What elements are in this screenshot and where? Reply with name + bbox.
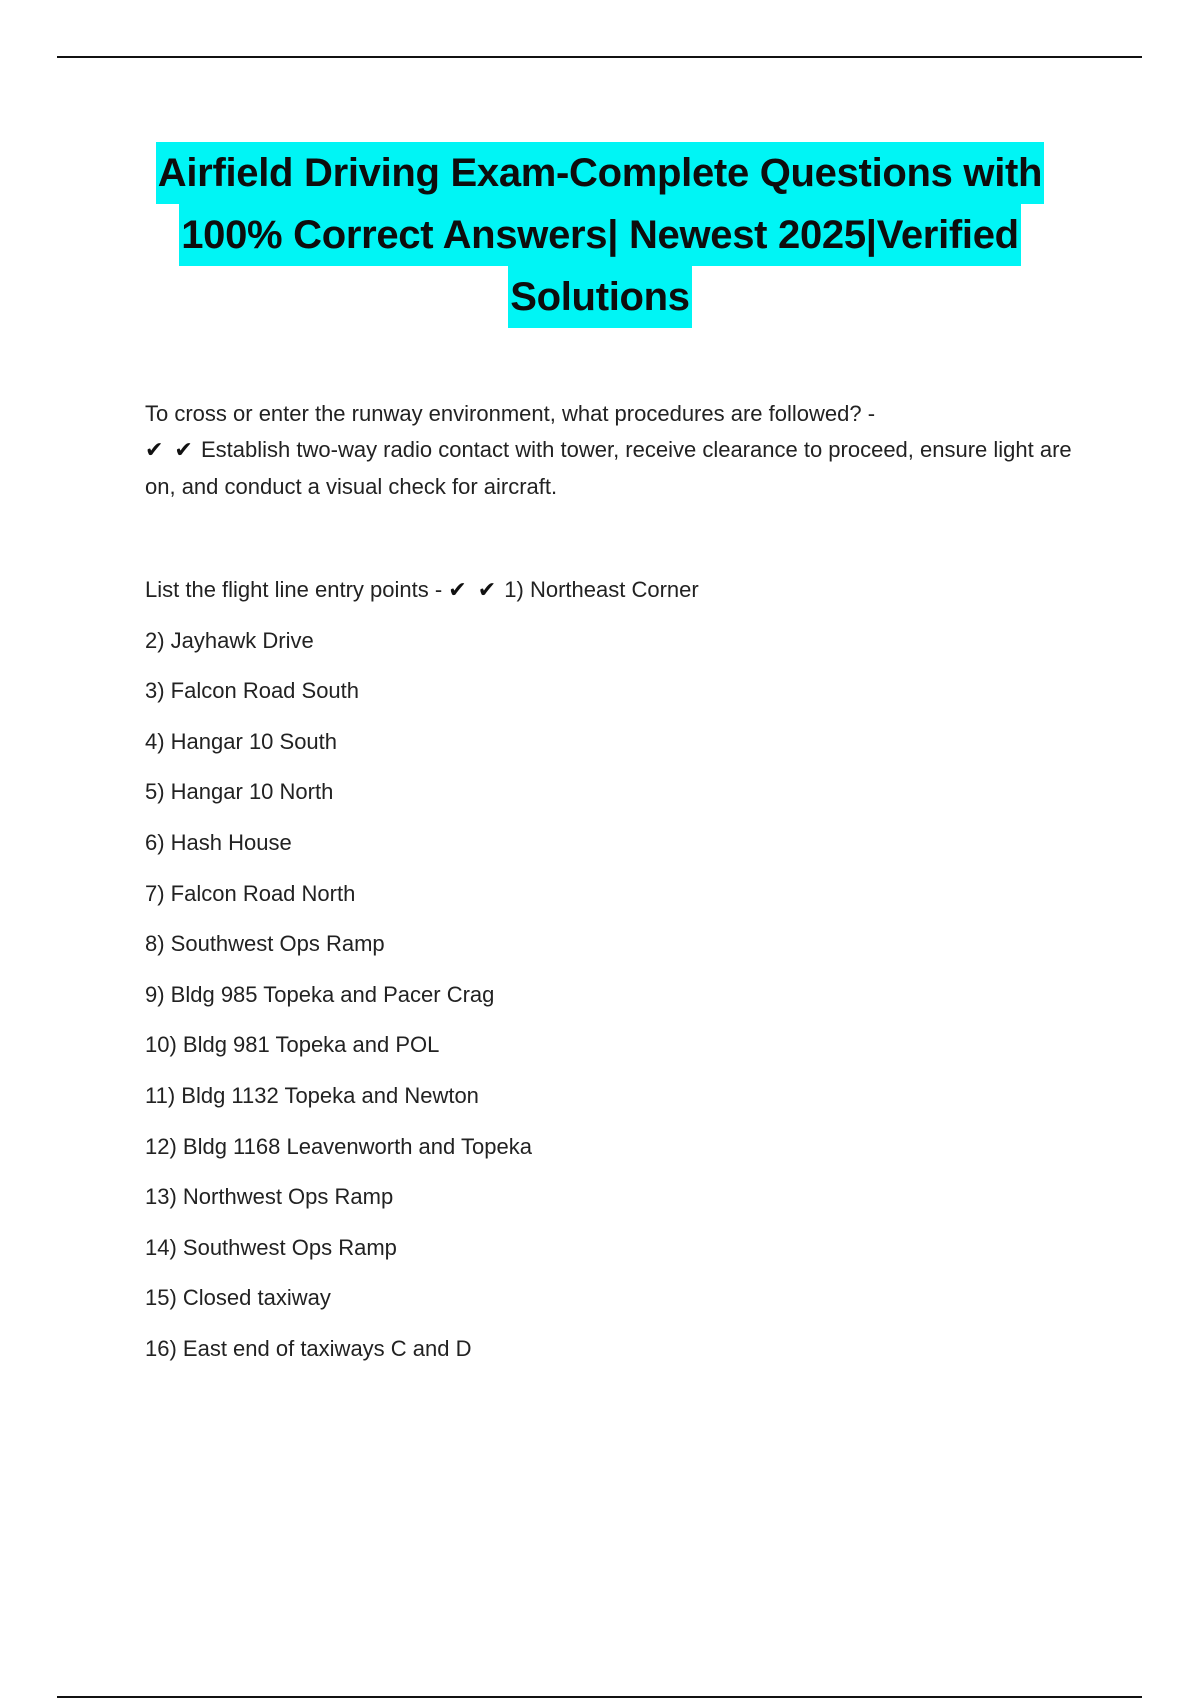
- checkmark-icon: ✔ ✔: [448, 578, 499, 603]
- list-item: 2) Jayhawk Drive: [145, 627, 314, 653]
- list-item: 11) Bldg 1132 Topeka and Newton: [145, 1082, 479, 1108]
- bottom-rule: [57, 1696, 1142, 1698]
- title-line-3: Solutions: [508, 266, 692, 328]
- document-title: [100, 142, 1100, 328]
- top-rule: [57, 56, 1142, 58]
- answer-text: Establish two-way radio contact with tower, receive clearance to proceed, ensure light are on, and conduct a visual check for aircraft.: [145, 437, 1072, 499]
- title-line-1: Airfield Driving Exam-Complete Questions with: [156, 142, 1044, 204]
- list-item: 10) Bldg 981 Topeka and POL: [145, 1032, 440, 1058]
- list-item: 14) Southwest Ops Ramp: [145, 1234, 397, 1260]
- question-text: List the flight line entry points -: [145, 577, 443, 602]
- list-item: 1) Northeast Corner: [504, 577, 699, 602]
- list-item: 8) Southwest Ops Ramp: [145, 931, 385, 957]
- list-item: 5) Hangar 10 North: [145, 779, 334, 805]
- list-item: 3) Falcon Road South: [145, 678, 360, 704]
- question-runway-procedures: [145, 396, 1090, 505]
- list-item: 15) Closed taxiway: [145, 1285, 331, 1311]
- list-item: 6) Hash House: [145, 829, 292, 855]
- question-text: To cross or enter the runway environment, what procedures are followed? -: [145, 401, 876, 426]
- checkmark-icon: ✔ ✔: [145, 438, 195, 463]
- title-line-2: 100% Correct Answers| Newest 2025|Verified: [179, 204, 1021, 266]
- list-item: 7) Falcon Road North: [145, 880, 356, 906]
- question-entry-points: [145, 572, 1090, 1382]
- list-item: 4) Hangar 10 South: [145, 728, 338, 754]
- list-item: 13) Northwest Ops Ramp: [145, 1184, 394, 1210]
- list-item: 16) East end of taxiways C and D: [145, 1335, 472, 1361]
- question-line: [145, 572, 1090, 623]
- list-item: 12) Bldg 1168 Leavenworth and Topeka: [145, 1133, 532, 1159]
- list-item: 9) Bldg 985 Topeka and Pacer Crag: [145, 981, 495, 1007]
